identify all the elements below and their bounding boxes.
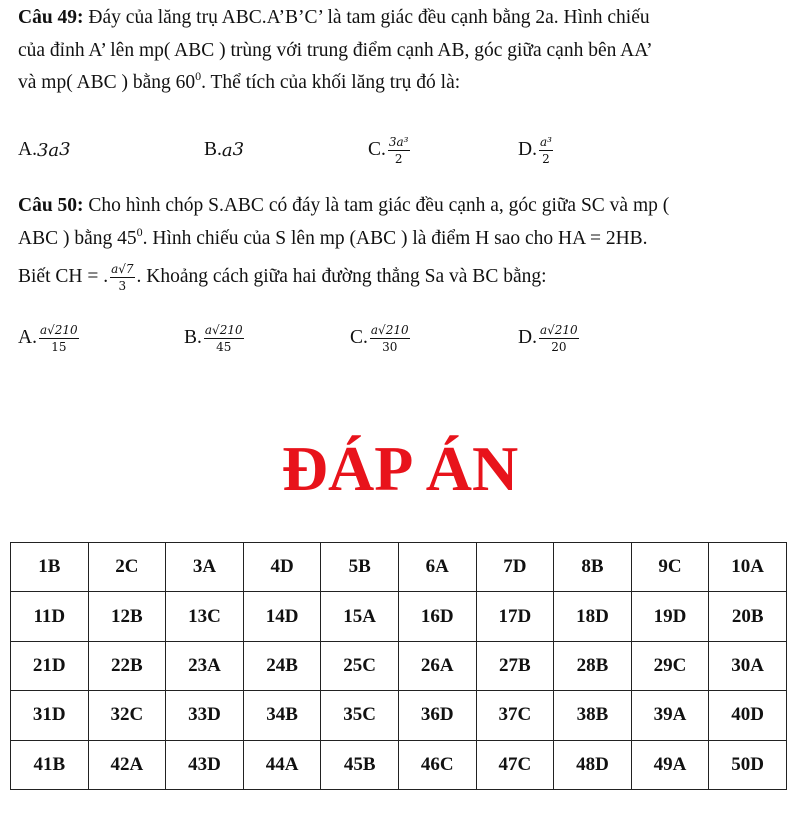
answer-cell: 32C xyxy=(88,691,166,740)
q50-option-d[interactable] xyxy=(518,318,581,358)
question-50-text-3a: Biết CH = . xyxy=(18,265,109,287)
answer-key-title: ĐÁP ÁN xyxy=(281,433,519,504)
q50-option-b[interactable] xyxy=(184,318,246,358)
table-row xyxy=(11,740,787,789)
q49-option-c-letter: C. xyxy=(368,139,386,160)
answer-cell: 41B xyxy=(11,740,89,789)
answer-cell: 49A xyxy=(631,740,709,789)
question-50-line-2 xyxy=(18,223,788,256)
answer-table xyxy=(10,542,787,790)
q49-option-c-denominator: 2 xyxy=(394,151,403,166)
q49-option-d-letter: D. xyxy=(518,139,537,160)
question-50-angle: 45 xyxy=(117,227,137,249)
q50-option-b-numerator: a√210 xyxy=(204,322,243,337)
q50-option-b-fraction xyxy=(204,323,244,354)
q49-option-d-fraction xyxy=(539,135,553,166)
q50-option-c-denominator: 30 xyxy=(382,339,398,354)
answer-cell: 27B xyxy=(476,641,554,690)
question-49-text-2: của đỉnh A’ lên mp( ABC ) trùng với trung điểm cạnh AB, góc giữa cạnh bên AA’ xyxy=(18,39,653,61)
answer-cell: 36D xyxy=(398,691,476,740)
question-50-label: Câu 50: xyxy=(18,195,84,216)
question-50-line-1 xyxy=(18,190,788,223)
answer-cell: 34B xyxy=(243,691,321,740)
table-row xyxy=(11,641,787,690)
answer-cell: 47C xyxy=(476,740,554,789)
q50-option-a-denominator: 15 xyxy=(51,339,67,354)
answer-cell: 30A xyxy=(709,641,787,690)
answer-cell: 4D xyxy=(243,543,321,592)
answer-cell: 45B xyxy=(321,740,399,789)
answer-cell: 8B xyxy=(554,543,632,592)
answer-cell: 44A xyxy=(243,740,321,789)
question-50-options xyxy=(18,318,788,358)
table-row xyxy=(11,691,787,740)
answer-cell: 31D xyxy=(11,691,89,740)
answer-cell: 9C xyxy=(631,543,709,592)
q49-option-d-numerator: a³ xyxy=(539,134,552,149)
answer-cell: 6A xyxy=(398,543,476,592)
question-50-line-3 xyxy=(18,255,788,299)
q50-option-d-letter: D. xyxy=(518,327,537,348)
question-50-ch-fraction xyxy=(110,262,134,293)
q49-option-d-denominator: 2 xyxy=(542,151,550,166)
answer-cell: 43D xyxy=(166,740,244,789)
q49-option-a-value: 3a xyxy=(36,139,60,161)
question-49 xyxy=(18,2,788,100)
answer-cell: 7D xyxy=(476,543,554,592)
question-49-text-3a: và mp( ABC ) bằng xyxy=(18,72,176,93)
question-50-ch-numerator: a√7 xyxy=(111,261,134,276)
question-50 xyxy=(18,190,788,299)
answer-cell: 33D xyxy=(166,691,244,740)
question-50-text-2b: . Hình chiếu của S lên mp (ABC ) là điểm H sao cho HA = 2HB. xyxy=(142,227,648,249)
answer-cell: 11D xyxy=(11,592,89,641)
question-49-line-2 xyxy=(18,35,788,68)
q50-option-a-numerator: a√210 xyxy=(39,322,78,337)
question-49-line-3 xyxy=(18,67,788,100)
answer-cell: 28B xyxy=(554,641,632,690)
answer-cell: 48D xyxy=(554,740,632,789)
question-50-text-1: Cho hình chóp S.ABC có đáy là tam giác đều cạnh a, góc giữa SC và mp ( xyxy=(83,195,670,216)
q50-option-a-letter: A. xyxy=(18,327,37,348)
answer-cell: 38B xyxy=(554,691,632,740)
q49-option-a-letter: A. xyxy=(18,139,37,160)
q49-option-c-fraction xyxy=(388,135,410,166)
answer-cell: 1B xyxy=(11,543,89,592)
answer-table-body xyxy=(11,543,787,790)
answer-cell: 22B xyxy=(88,641,166,690)
q50-option-d-denominator: 20 xyxy=(551,339,567,354)
table-row xyxy=(11,543,787,592)
question-49-options xyxy=(18,130,788,170)
answer-cell: 35C xyxy=(321,691,399,740)
answer-cell: 10A xyxy=(709,543,787,592)
answer-cell: 50D xyxy=(709,740,787,789)
q50-option-d-fraction xyxy=(539,323,579,354)
answer-cell: 25C xyxy=(321,641,399,690)
question-50-angle-degree: 0 xyxy=(136,224,143,239)
q49-option-b-value: a xyxy=(221,139,233,161)
q50-option-a[interactable] xyxy=(18,318,81,358)
q50-option-c-numerator: a√210 xyxy=(370,322,409,337)
question-49-label: Câu 49: xyxy=(18,7,84,28)
q49-option-c[interactable] xyxy=(368,130,412,170)
question-49-angle: 60 xyxy=(175,72,196,93)
answer-cell: 13C xyxy=(166,592,244,641)
q49-option-c-numerator: 3a³ xyxy=(388,134,409,149)
answer-cell: 3A xyxy=(166,543,244,592)
answer-cell: 19D xyxy=(631,592,709,641)
answer-cell: 5B xyxy=(321,543,399,592)
answer-cell: 29C xyxy=(631,641,709,690)
answer-cell: 24B xyxy=(243,641,321,690)
answer-cell: 40D xyxy=(709,691,787,740)
q49-option-d[interactable] xyxy=(518,130,555,170)
q50-option-b-denominator: 45 xyxy=(216,339,232,354)
answer-cell: 39A xyxy=(631,691,709,740)
q50-option-c-fraction xyxy=(370,323,410,354)
answer-cell: 2C xyxy=(88,543,166,592)
q50-option-c-letter: C. xyxy=(350,327,368,348)
answer-cell: 18D xyxy=(554,592,632,641)
q50-option-a-fraction xyxy=(39,323,79,354)
q50-option-b-letter: B. xyxy=(184,327,202,348)
answer-cell: 46C xyxy=(398,740,476,789)
answer-cell: 12B xyxy=(88,592,166,641)
answer-cell: 17D xyxy=(476,592,554,641)
q49-option-b[interactable]: B. a 3 xyxy=(204,139,245,161)
answer-cell: 20B xyxy=(709,592,787,641)
answer-cell: 14D xyxy=(243,592,321,641)
question-49-angle-degree: 0 xyxy=(195,69,202,83)
question-50-text-3b: . Khoảng cách giữa hai đường thẳng Sa và BC bằng: xyxy=(136,265,547,287)
question-50-ch-denominator: 3 xyxy=(118,278,127,293)
q49-option-b-letter: B. xyxy=(204,139,222,160)
question-49-line-1 xyxy=(18,2,788,35)
answer-cell: 21D xyxy=(11,641,89,690)
answer-cell: 37C xyxy=(476,691,554,740)
answer-cell: 42A xyxy=(88,740,166,789)
question-49-text-3b: . Thể tích của khối lăng trụ đó là: xyxy=(201,72,461,93)
answer-cell: 16D xyxy=(398,592,476,641)
answer-cell: 15A xyxy=(321,592,399,641)
q50-option-c[interactable] xyxy=(350,318,412,358)
answer-cell: 26A xyxy=(398,641,476,690)
q49-option-a[interactable]: A. 3a 3 xyxy=(18,139,71,161)
q50-option-d-numerator: a√210 xyxy=(539,322,578,337)
table-row xyxy=(11,592,787,641)
question-49-text-1: Đáy của lăng trụ ABC.A’B’C’ là tam giác đều cạnh bằng 2a. Hình chiếu xyxy=(83,7,650,28)
answer-cell: 23A xyxy=(166,641,244,690)
question-50-text-2a: ABC ) bằng xyxy=(18,227,118,249)
